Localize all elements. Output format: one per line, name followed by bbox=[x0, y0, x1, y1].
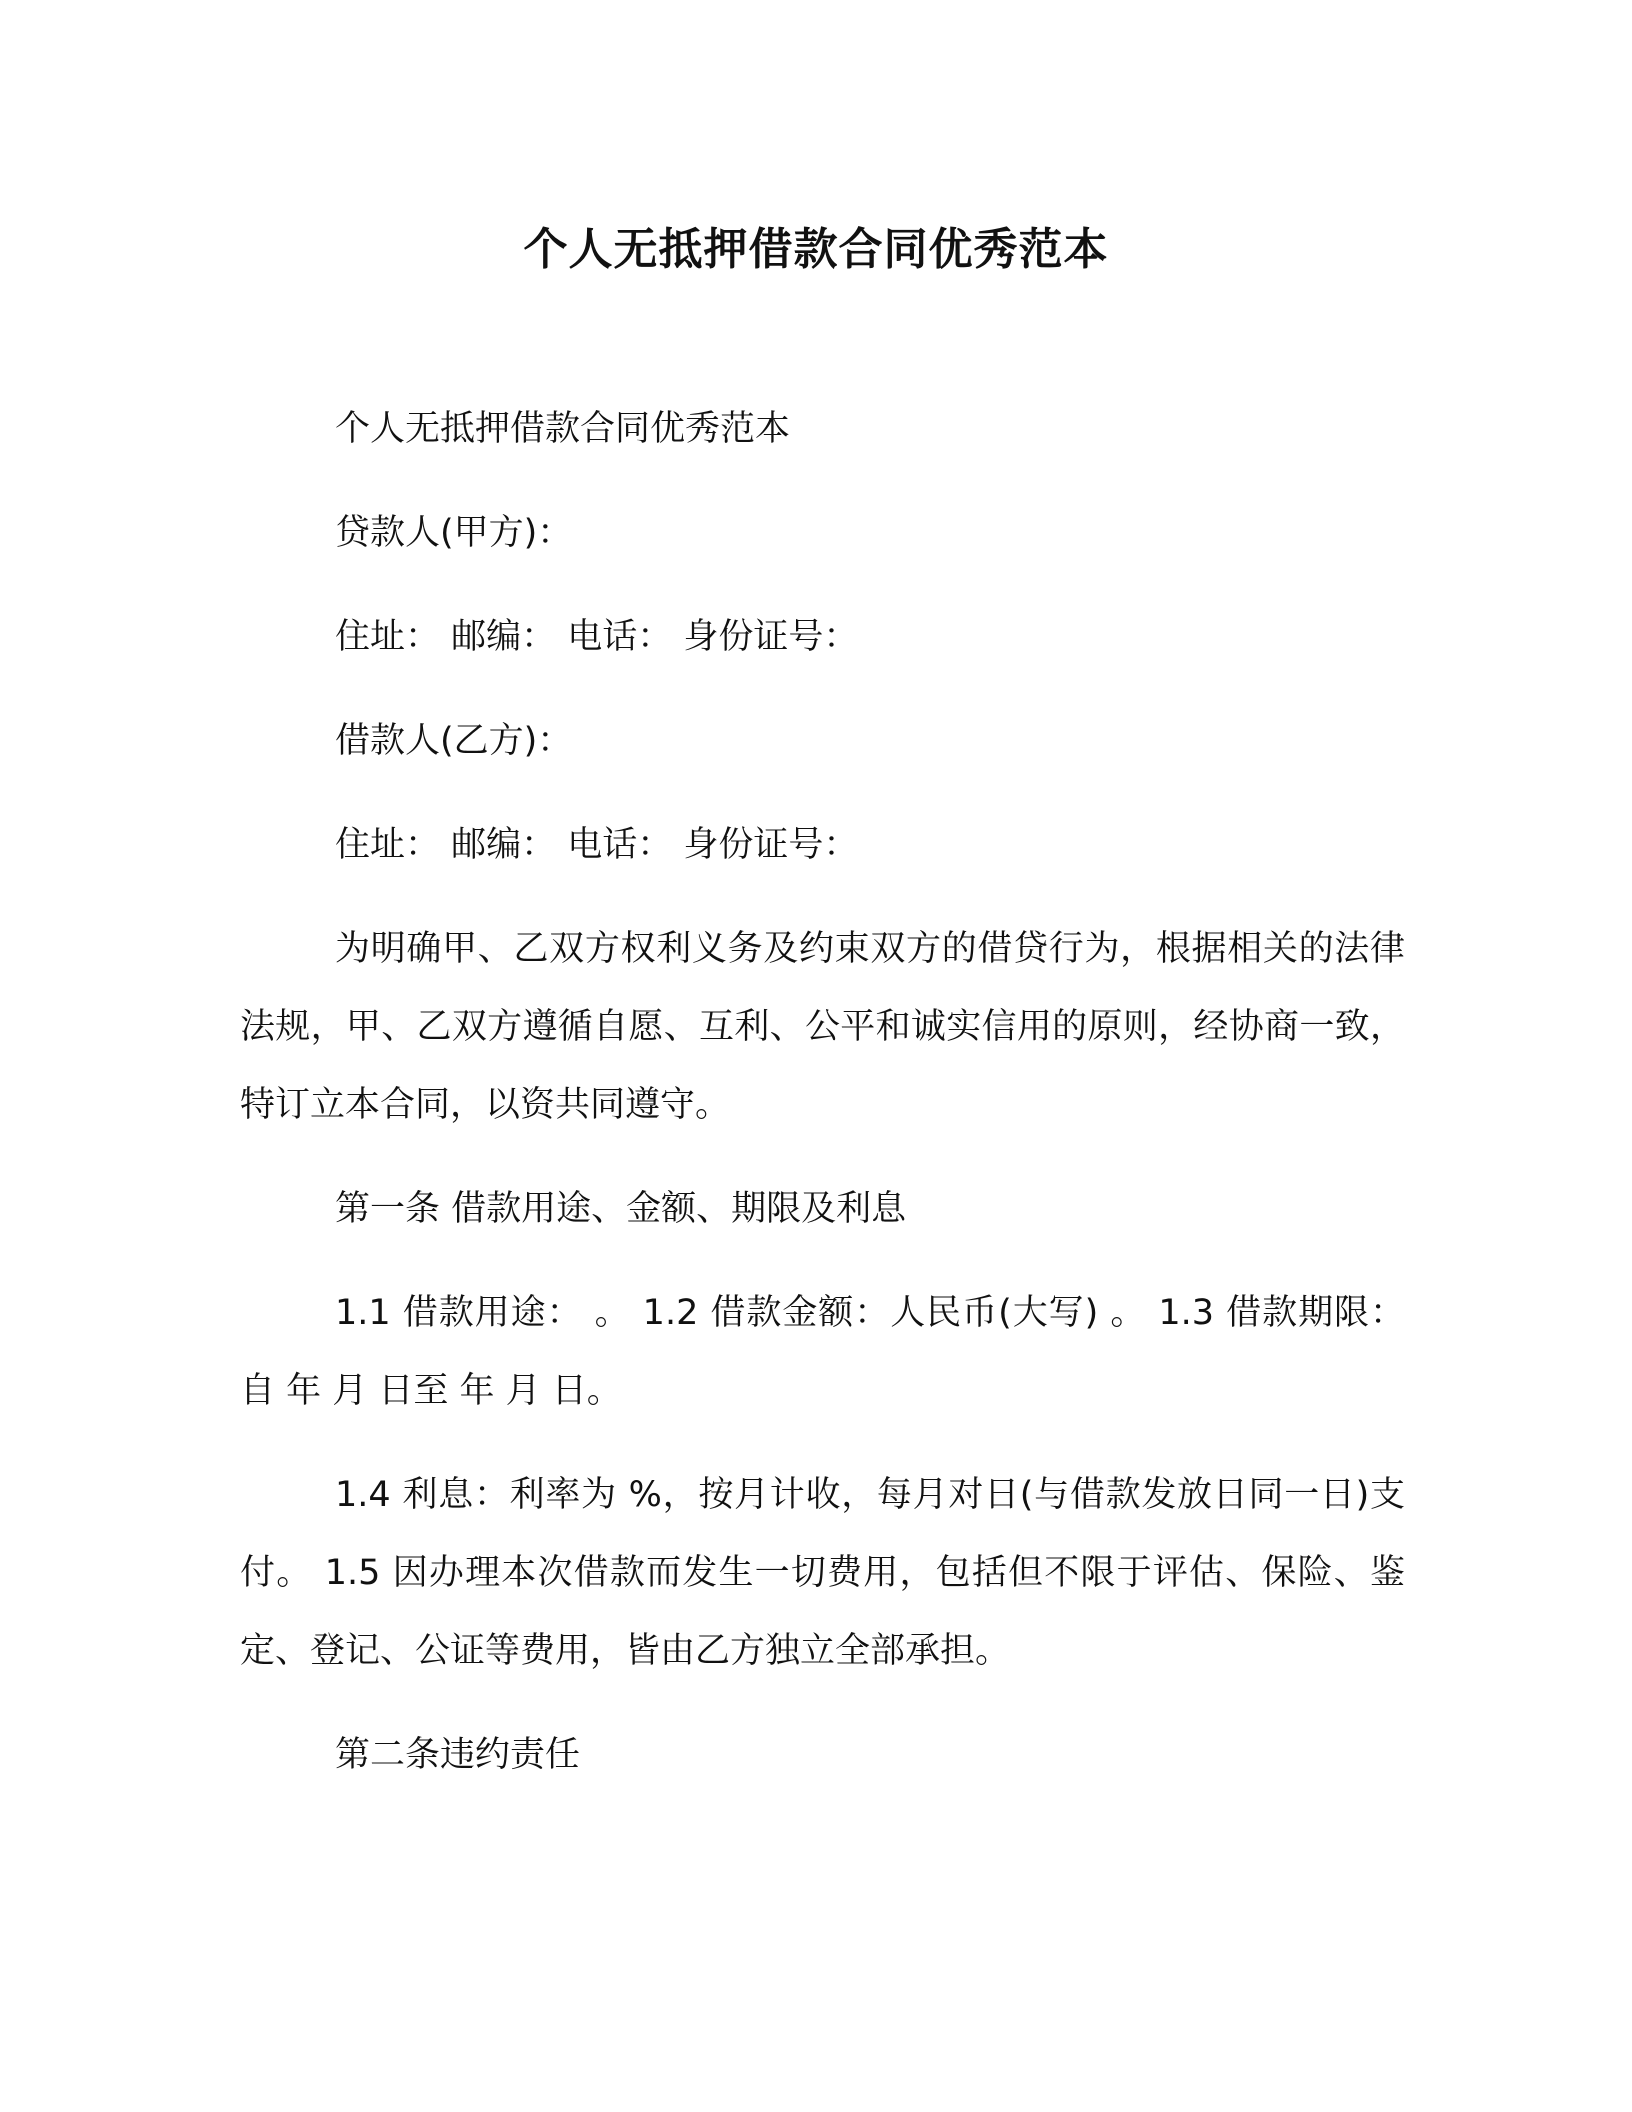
article-1-heading: 第一条 借款用途、金额、期限及利息 bbox=[335, 1189, 907, 1229]
lender-details-line: 住址： 邮编： 电话： 身份证号： bbox=[335, 617, 859, 657]
preamble-paragraph: 为明确甲、乙双方权利义务及约束双方的借贷行为，根据相关的法律法规，甲、乙双方遵循自愿、互利、公平和诚实信用的原则，经协商一致，特订立本合同，以资共同遵守。 bbox=[240, 929, 1405, 1125]
lender-line: 贷款人(甲方)： bbox=[335, 513, 573, 553]
article-1-clauses-4-5: 1.4 利息：利率为 %，按月计收，每月对日(与借款发放日同一日)支付。 1.5 因办理本次借款而发生一切费用，包括但不限于评估、保险、鉴定、登记、公证等费用，皆由乙方独立全部承担。 bbox=[240, 1475, 1405, 1671]
borrower-line: 借款人(乙方)： bbox=[335, 721, 573, 761]
article-2-heading: 第二条违约责任 bbox=[335, 1735, 581, 1775]
borrower-details-line: 住址： 邮编： 电话： 身份证号： bbox=[335, 825, 859, 865]
subtitle-paragraph: 个人无抵押借款合同优秀范本 bbox=[335, 409, 791, 449]
article-1-clauses-1-3: 1.1 借款用途： 。 1.2 借款金额：人民币(大写) 。 1.3 借款期限：自 年 月 日至 年 月 日。 bbox=[240, 1293, 1405, 1411]
document-title: 个人无抵押借款合同优秀范本 bbox=[523, 224, 1109, 275]
document-body bbox=[240, 390, 1405, 1820]
